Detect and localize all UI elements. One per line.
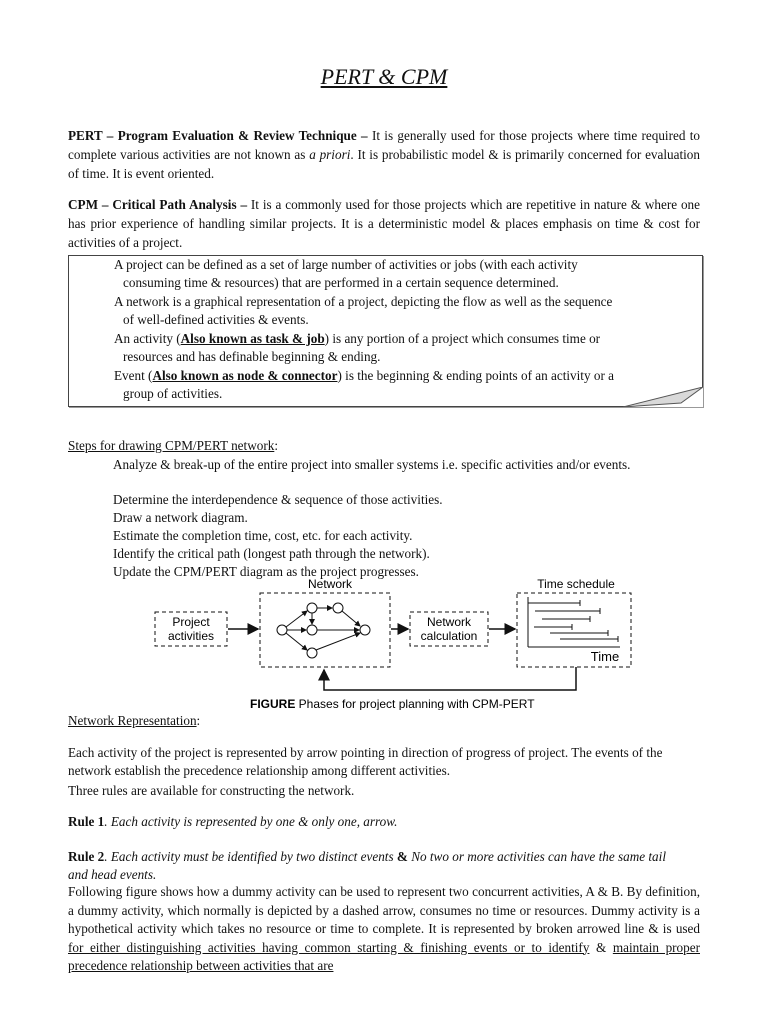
event-alias: Also known as node & connector: [152, 368, 338, 383]
definitions-box: [68, 255, 703, 407]
pert-paragraph: [68, 126, 700, 183]
step-item: Estimate the completion time, cost, etc. for each activity.: [113, 528, 413, 543]
step-item: Identify the critical path (longest path through the network).: [113, 546, 430, 561]
project-activities-label-1: Project: [172, 615, 210, 629]
gantt-bars: [528, 597, 620, 647]
step-item: Analyze & break-up of the entire project into smaller systems i.e. specific activities and/or events.: [113, 457, 631, 472]
cpm-paragraph: [68, 195, 700, 252]
network-rep-rules-intro: Three rules are available for constructing the network.: [68, 783, 355, 798]
step-item: Draw a network diagram.: [113, 510, 248, 525]
pert-apriori: a priori: [309, 147, 351, 162]
network-calc-label-1: Network: [426, 615, 472, 629]
network-representation-heading: Network Representation:: [68, 713, 201, 728]
step-item: Update the CPM/PERT diagram as the project progresses.: [113, 564, 419, 579]
figure-caption: FIGURE Phases for project planning with CPM-PERT: [250, 697, 535, 710]
pert-text-2: . It is probabilistic model & is primarily concerned for evaluation of time. It is event oriented.: [68, 147, 700, 181]
cpm-text: It is a commonly used for those projects which are repetitive in nature & where one has prior experience of handling similar projects. It is a deterministic model & places emphasis on time & cost for activities of a project.: [68, 197, 700, 250]
time-axis-label: Time: [590, 649, 620, 664]
step-item: Determine the interdependence & sequence of those activities.: [113, 492, 443, 507]
network-rep-paragraph: Each activity of the project is represented by arrow pointing in direction of progress of project. The events of the network establish the precedence relationship among different activities.: [68, 745, 663, 778]
definition-project: A project can be defined as a set of large number of activities or jobs (with each activity consuming time & resources) that are performed in a certain sequence determined.: [114, 257, 578, 290]
definition-network: A network is a graphical representation of a project, depicting the flow as well as the sequence of well-defined activities & events.: [114, 294, 613, 327]
time-schedule-label: Time schedule: [537, 577, 615, 591]
network-label: Network: [307, 577, 353, 591]
page-title: PERT & CPM: [320, 64, 448, 89]
pert-text-1: It is generally used for those projects where time required to complete various activities are not known as: [68, 128, 700, 162]
page-curl-icon: [623, 387, 703, 407]
pert-term: PERT – Program Evaluation & Review Technique –: [68, 128, 368, 143]
rule-2: Rule 2. Each activity must be identified by two distinct events & No two or more activities can have the same tail and head events.: [68, 849, 666, 882]
rule-1: Rule 1. Each activity is represented by one & only one, arrow.: [68, 814, 398, 829]
dummy-activity-paragraph: Following figure shows how a dummy activity can be used to represent two concurrent activities, A & B. By definition, a dummy activity, which normally is depicted by a dashed arrow, consumes no time or resources. Dummy activity is a hypothetical activity which takes no resource or time to complete. It is represented by broken arrowed line & is used for either distinguishing activities having common starting & finishing events or to identify & maintain proper precedence relationship between activities that are: [68, 884, 700, 973]
network-calc-label-2: calculation: [420, 629, 478, 643]
definition-activity: An activity (Also known as task & job) is any portion of a project which consumes time or resources and has definable beginning & ending.: [114, 331, 601, 364]
activity-alias: Also known as task & job: [180, 331, 325, 346]
cpm-term: CPM – Critical Path Analysis –: [68, 197, 248, 212]
cpm-pert-phases-figure: [150, 575, 640, 710]
definition-event: Event (Also known as node & connector) is the beginning & ending points of an activity or a group of activities.: [114, 368, 614, 401]
network-graph: [277, 603, 370, 658]
project-activities-label-2: activities: [167, 629, 215, 643]
steps-heading: Steps for drawing CPM/PERT network:: [68, 438, 278, 453]
